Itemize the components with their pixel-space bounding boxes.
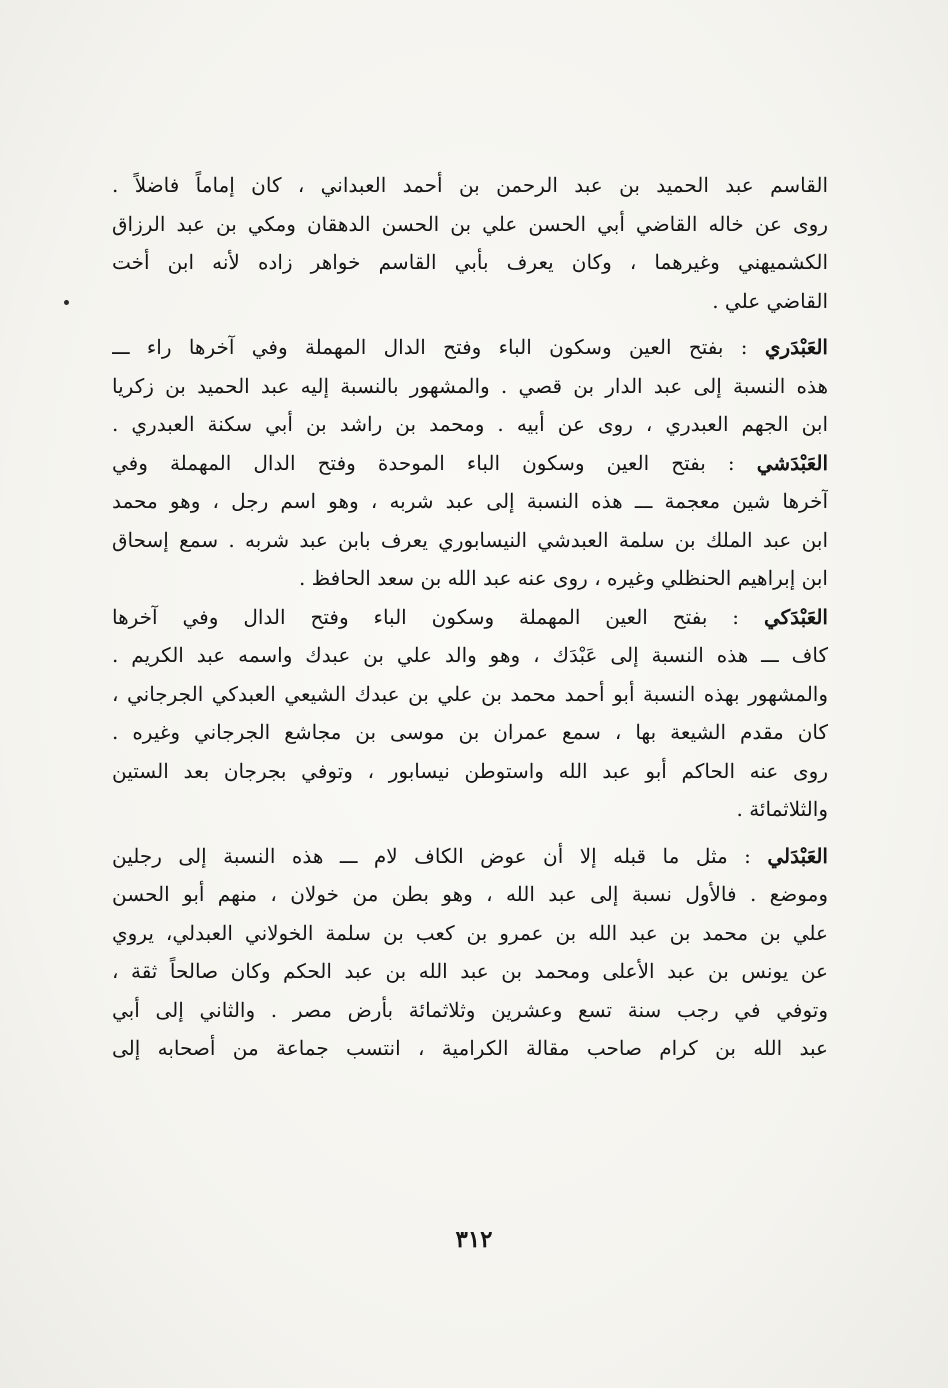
entry-heading: العَبْدَري bbox=[764, 335, 828, 359]
text-line: عن يونس بن عبد الأعلى ومحمد بن عبد الله بن عبد الحكم وكان صالحاً ثقة ، bbox=[112, 959, 828, 983]
entry-heading-line: العَبْدَكي : بفتح العين المهملة وسكون الباء وفتح الدال وفي آخرها bbox=[112, 604, 828, 629]
text-line: آخرها شين معجمة ـــ هذه النسبة إلى عبد شربه ، وهو اسم رجل ، وهو محمد bbox=[112, 489, 828, 513]
text-line: روى عن خاله القاضي أبي الحسن علي بن الحسن الدهقان ومكي بن عبد الرزاق bbox=[112, 211, 828, 236]
text-line: وموضع . فالأول نسبة إلى عبد الله ، وهو بطن من خولان ، منهم أبو الحسن bbox=[112, 882, 828, 906]
text-line: الكشميهني وغيرهما ، وكان يعرف بأبي القاسم خواهر زاده لأنه ابن أخت bbox=[112, 250, 828, 274]
text-line: والمشهور بهذه النسبة أبو أحمد محمد بن علي بن عبدك الشيعي العبدكي الجرجاني ، bbox=[112, 681, 828, 706]
page-body bbox=[112, 166, 828, 1068]
text-line: ابن عبد الملك بن سلمة العبدشي النيسابوري يعرف بابن عبد شربه . سمع إسحاق bbox=[112, 527, 828, 552]
text-line: ابن الجهم العبدري ، روى عن أبيه . ومحمد بن راشد بن أبي سكنة العبدري . bbox=[112, 412, 828, 436]
ink-speck bbox=[64, 300, 69, 305]
text-line: وتوفي في رجب سنة تسع وعشرين وثلاثمائة بأرض مصر . والثاني إلى أبي bbox=[112, 997, 828, 1022]
entry-heading-line: العَبْدَري : بفتح العين وسكون الباء وفتح الدال المهملة وفي آخرها راء ـــ bbox=[112, 335, 828, 359]
text-line: علي بن محمد بن عبد الله بن عمرو بن كعب بن سلمة الخولاني العبدلي، يروي bbox=[112, 920, 828, 945]
entry-heading-line: العَبْدَشي : بفتح العين وسكون الباء الموحدة وفتح الدال المهملة وفي bbox=[112, 450, 828, 475]
text-line: كاف ـــ هذه النسبة إلى عَبْدَك ، وهو والد علي بن عبدك واسمه عبد الكريم . bbox=[112, 643, 828, 667]
entry-heading: العَبْدَشي bbox=[756, 450, 828, 475]
entry-heading-line: العَبْدَلي : مثل ما قبله إلا أن عوض الكاف لام ـــ هذه النسبة إلى رجلين bbox=[112, 843, 828, 868]
text-line: روى عنه الحاكم أبو عبد الله واستوطن نيسابور ، وتوفي بجرجان بعد الستين bbox=[112, 758, 828, 783]
text-line: ابن إبراهيم الحنظلي وغيره ، روى عنه عبد الله بن سعد الحافظ . bbox=[298, 566, 828, 590]
entry-heading: العَبْدَلي bbox=[767, 843, 828, 868]
text-line: القاضي علي . bbox=[712, 288, 828, 313]
text-line: والثلاثمائة . bbox=[736, 797, 828, 821]
text-line: القاسم عبد الحميد بن عبد الرحمن بن أحمد العبداني ، كان إماماً فاضلاً . bbox=[112, 173, 828, 197]
page-number: ٣١٢ bbox=[455, 1226, 493, 1253]
text-line: عبد الله بن كرام صاحب مقالة الكرامية ، انتسب جماعة من أصحابه إلى bbox=[112, 1036, 828, 1060]
entry-heading: العَبْدَكي bbox=[763, 604, 828, 629]
text-line: هذه النسبة إلى عبد الدار بن قصي . والمشهور بالنسبة إليه عبد الحميد بن زكريا bbox=[112, 373, 828, 398]
text-line: كان مقدم الشيعة بها ، سمع عمران بن موسى بن مجاشع الجرجاني وغيره . bbox=[112, 720, 828, 744]
